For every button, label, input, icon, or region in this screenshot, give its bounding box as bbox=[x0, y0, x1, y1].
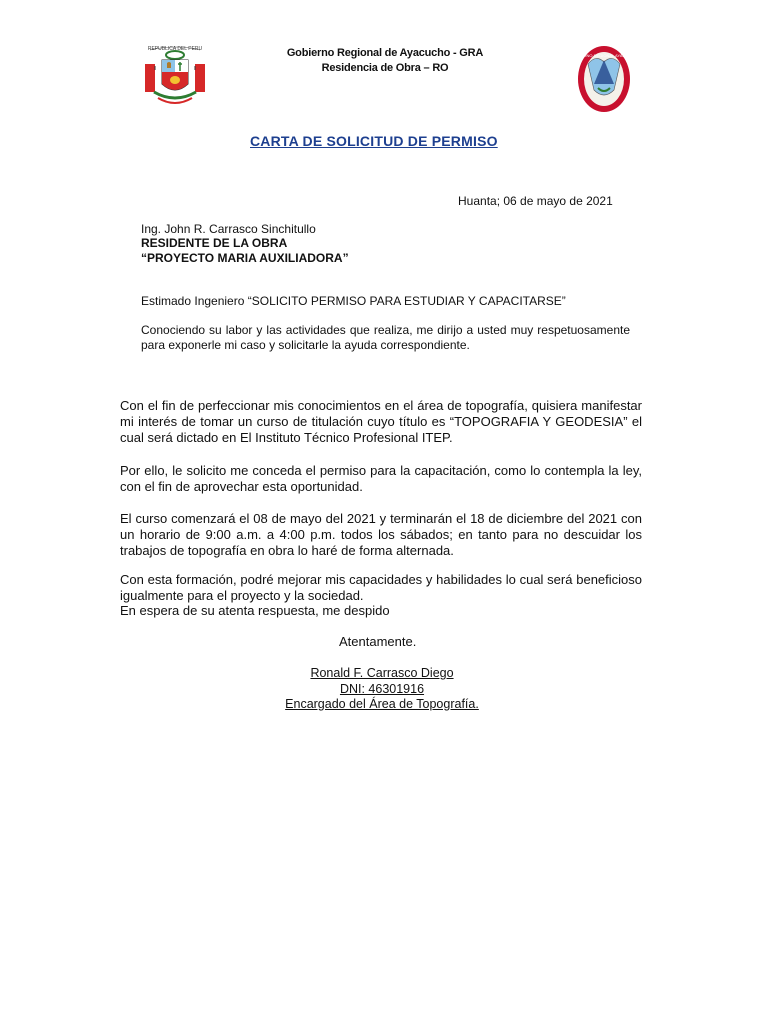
signature-name: Ronald F. Carrasco Diego bbox=[310, 666, 454, 680]
header-line-2: Residencia de Obra – RO bbox=[321, 62, 449, 74]
peru-coat-of-arms-logo bbox=[140, 42, 210, 112]
letter-date: Huanta; 06 de mayo de 2021 bbox=[458, 194, 613, 208]
signature-dni: DNI: 46301916 bbox=[339, 682, 425, 696]
body-paragraph-4: Con esta formación, podré mejorar mis capacidades y habilidades lo cual será beneficioso igualmente para el proyecto y la sociedad. bbox=[120, 572, 642, 603]
greeting-line: Estimado Ingeniero “SOLICITO PERMISO PARA ESTUDIAR Y CAPACITARSE” bbox=[141, 294, 566, 308]
closing-line: Atentamente. bbox=[339, 634, 417, 649]
peru-emblem-icon bbox=[140, 42, 210, 112]
letter-title: CARTA DE SOLICITUD DE PERMISO bbox=[250, 133, 498, 149]
addressee-name: Ing. John R. Carrasco Sinchitullo bbox=[141, 222, 316, 236]
header-line-1: Gobierno Regional de Ayacucho - GRA bbox=[286, 47, 484, 59]
regional-seal-logo bbox=[570, 44, 638, 114]
seal-lettering: GOBIERNO REGIONAL AYACUCHO bbox=[570, 53, 638, 58]
signature-role: Encargado del Área de Topografía. bbox=[285, 697, 479, 711]
body-paragraph-2: Por ello, le solicito me conceda el permiso para la capacitación, como lo contempla la ley, con el fin de aprovechar esta oportunidad. bbox=[120, 463, 642, 494]
intro-paragraph: Conociendo su labor y las actividades que realiza, me dirijo a usted muy respetuosamente para exponerle mi caso y solicitarle la ayuda correspondiente. bbox=[141, 323, 630, 352]
addressee-project: “PROYECTO MARIA AUXILIADORA” bbox=[141, 251, 349, 265]
body-paragraph-1: Con el fin de perfeccionar mis conocimientos en el área de topografía, quisiera manifestar mi interés de tomar un curso de titulación cuyo título es “TOPOGRAFIA Y GEODESIA” el cual será dictado en El Instituto Técnico Profesional ITEP. bbox=[120, 398, 642, 445]
regional-seal-icon bbox=[570, 44, 638, 114]
body-paragraph-3: El curso comenzará el 08 de mayo del 2021 y terminarán el 18 de diciembre del 2021 con un horario de 9:00 a.m. a 4:00 p.m. todos los sábados; en tanto para no descuidar los trabajos de topografía en obra lo haré de forma alternada. bbox=[120, 511, 642, 558]
body-paragraph-5: En espera de su atenta respuesta, me despido bbox=[120, 603, 390, 618]
peru-emblem-caption: REPUBLICA DEL PERU bbox=[147, 46, 203, 52]
addressee-role: RESIDENTE DE LA OBRA bbox=[141, 236, 288, 250]
